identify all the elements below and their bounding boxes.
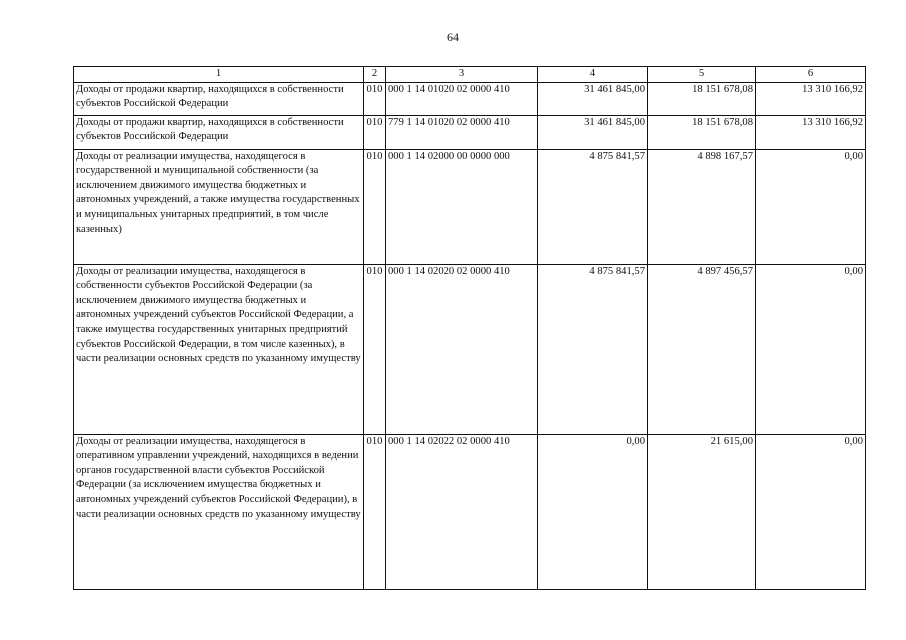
value-col4-cell: 31 461 845,00 [538, 82, 648, 115]
admin-code-cell: 010 [364, 434, 386, 589]
value-col6-cell: 0,00 [756, 434, 866, 589]
value-col6-cell: 0,00 [756, 149, 866, 264]
income-name-cell: Доходы от продажи квартир, находящихся в собственности субъектов Российской Федерации [74, 82, 364, 115]
income-name-cell: Доходы от реализации имущества, находящегося в собственности субъектов Российской Федерации (за исключением движимого имущества бюджетных и автономных учреждений субъектов Российской Федерации, а также имущества государственных унитарных предприятий субъектов Российской Федерации, в том числе казенных), в части реализации основных средств по указанному имуществу [74, 264, 364, 434]
admin-code-cell: 010 [364, 82, 386, 115]
value-col4-cell: 4 875 841,57 [538, 149, 648, 264]
income-name-cell: Доходы от реализации имущества, находящегося в государственной и муниципальной собственности (за исключением движимого имущества бюджетных и автономных учреждений, а также имущества государственных и муниципальных унитарных предприятий, в том числе казенных) [74, 149, 364, 264]
value-col6-cell: 13 310 166,92 [756, 115, 866, 149]
budget-code-cell: 779 1 14 01020 02 0000 410 [386, 115, 538, 149]
income-name-cell: Доходы от продажи квартир, находящихся в собственности субъектов Российской Федерации [74, 115, 364, 149]
value-col6-cell: 13 310 166,92 [756, 82, 866, 115]
value-col5-cell: 4 898 167,57 [648, 149, 756, 264]
value-col6-cell: 0,00 [756, 264, 866, 434]
value-col5-cell: 18 151 678,08 [648, 82, 756, 115]
page-number: 64 [447, 30, 459, 44]
table-row [74, 149, 866, 264]
column-header: 5 [648, 67, 756, 83]
column-header: 2 [364, 67, 386, 83]
table-row [74, 82, 866, 115]
value-col5-cell: 18 151 678,08 [648, 115, 756, 149]
value-col5-cell: 21 615,00 [648, 434, 756, 589]
value-col5-cell: 4 897 456,57 [648, 264, 756, 434]
income-name-cell: Доходы от реализации имущества, находящегося в оперативном управлении учреждений, находящихся в ведении органов государственной власти субъектов Российской Федерации (за исключением имущества бюджетных и автономных учреждений субъектов Российской Федерации), в части реализации основных средств по указанному имуществу [74, 434, 364, 589]
admin-code-cell: 010 [364, 264, 386, 434]
budget-code-cell: 000 1 14 02000 00 0000 000 [386, 149, 538, 264]
table-row [74, 115, 866, 149]
table-row [74, 434, 866, 589]
column-header: 4 [538, 67, 648, 83]
value-col4-cell: 4 875 841,57 [538, 264, 648, 434]
column-header: 6 [756, 67, 866, 83]
column-header: 1 [74, 67, 364, 83]
budget-table [73, 66, 866, 590]
column-header: 3 [386, 67, 538, 83]
admin-code-cell: 010 [364, 115, 386, 149]
table-header-row [74, 67, 866, 83]
value-col4-cell: 31 461 845,00 [538, 115, 648, 149]
budget-code-cell: 000 1 14 01020 02 0000 410 [386, 82, 538, 115]
budget-code-cell: 000 1 14 02022 02 0000 410 [386, 434, 538, 589]
value-col4-cell: 0,00 [538, 434, 648, 589]
table-row [74, 264, 866, 434]
budget-code-cell: 000 1 14 02020 02 0000 410 [386, 264, 538, 434]
admin-code-cell: 010 [364, 149, 386, 264]
